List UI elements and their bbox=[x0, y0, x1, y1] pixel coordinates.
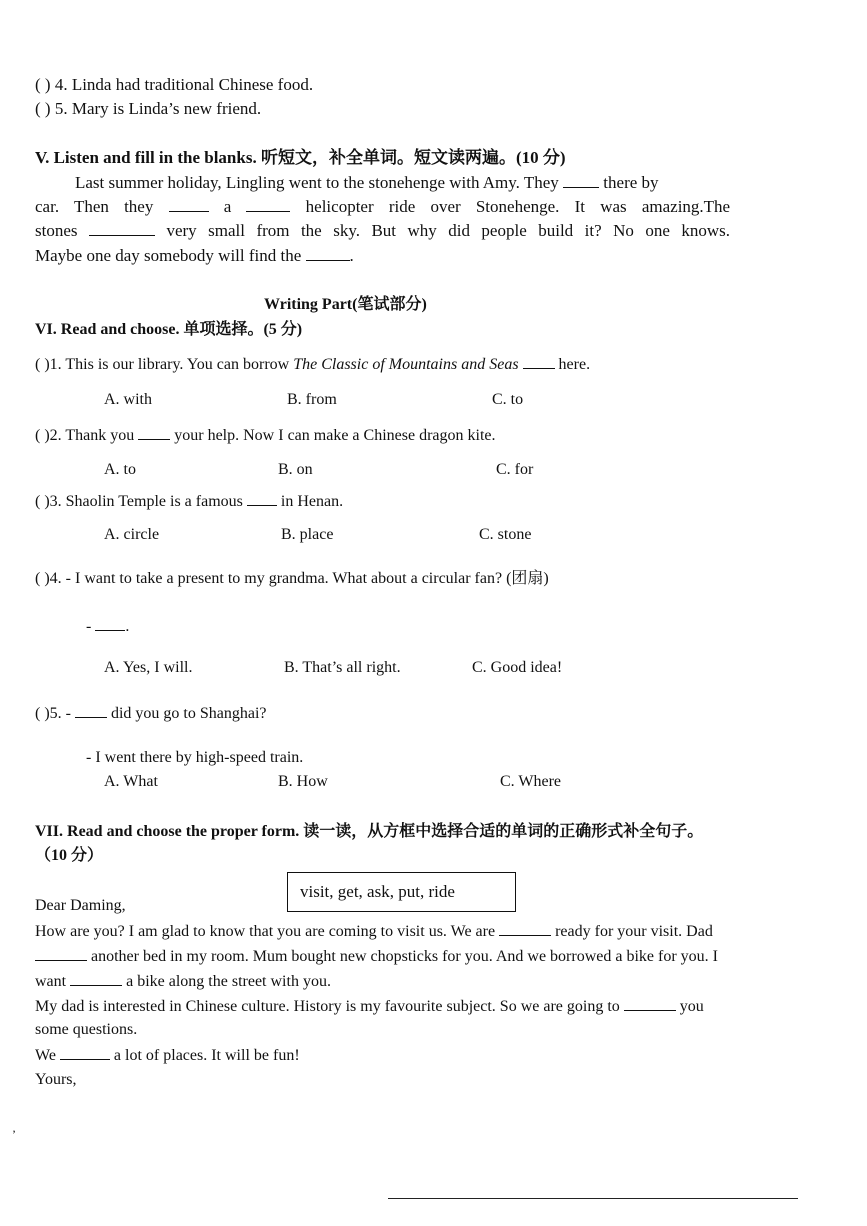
blank[interactable] bbox=[247, 490, 277, 506]
option-b[interactable]: B. How bbox=[278, 773, 328, 790]
true-false-item-4: ( ) 4. Linda had traditional Chinese food. bbox=[35, 75, 314, 94]
option-a[interactable]: A. to bbox=[104, 461, 136, 478]
word-box: visit, get, ask, put, ride bbox=[287, 872, 516, 912]
letter-line-3: want a bike along the street with you. bbox=[35, 970, 331, 993]
passage-line-4: Maybe one day somebody will find the . bbox=[35, 246, 354, 265]
passage-line-1: Last summer holiday, Lingling went to the stonehenge with Amy. They there by bbox=[75, 173, 659, 192]
letter-line-5: some questions. bbox=[35, 1021, 138, 1038]
section-7-heading: VII. Read and choose the proper form. 读一读，从方框中选择合适的单词的正确形式补全句子。 bbox=[35, 823, 704, 840]
blank[interactable] bbox=[60, 1044, 110, 1060]
blank[interactable] bbox=[89, 220, 155, 236]
letter-line-4: My dad is interested in Chinese culture. History is my favourite subject. So we are going to you bbox=[35, 995, 704, 1018]
letter-line-6: We a lot of places. It will be fun! bbox=[35, 1044, 300, 1067]
section-7-score: （10 分） bbox=[35, 847, 104, 864]
option-c[interactable]: C. for bbox=[496, 461, 534, 478]
letter-line-1: How are you? I am glad to know that you are coming to visit us. We are ready for your visit. Dad bbox=[35, 920, 713, 943]
blank[interactable] bbox=[246, 196, 290, 212]
option-c[interactable]: C. stone bbox=[479, 526, 532, 543]
margin-mark: ’ bbox=[12, 1127, 16, 1141]
option-a[interactable]: A. What bbox=[104, 773, 158, 790]
blank[interactable] bbox=[70, 970, 122, 986]
question-4-response: - . bbox=[86, 615, 129, 638]
blank[interactable] bbox=[35, 945, 87, 961]
question-5: ( )5. - did you go to Shanghai? bbox=[35, 702, 267, 725]
option-b[interactable]: B. from bbox=[287, 391, 337, 408]
question-3: ( )3. Shaolin Temple is a famous in Henan. bbox=[35, 490, 343, 513]
blank[interactable] bbox=[169, 196, 209, 212]
option-c[interactable]: C. to bbox=[492, 391, 524, 408]
question-1: ( )1. This is our library. You can borrow The Classic of Mountains and Seas here. bbox=[35, 353, 590, 376]
passage-line-2: car. Then they a helicopter ride over Stonehenge. It was amazing.The bbox=[35, 197, 731, 216]
writing-part-title: Writing Part(笔试部分) bbox=[264, 296, 427, 313]
section-5-heading: V. Listen and fill in the blanks. 听短文，补全单词。短文读两遍。(10 分) bbox=[35, 148, 566, 167]
option-b[interactable]: B. That’s all right. bbox=[284, 659, 401, 676]
option-a[interactable]: A. with bbox=[104, 391, 152, 408]
question-2: ( )2. Thank you your help. Now I can make a Chinese dragon kite. bbox=[35, 424, 495, 447]
letter-closing: Yours, bbox=[35, 1071, 77, 1088]
blank[interactable] bbox=[95, 615, 125, 631]
question-5-answer: - I went there by high-speed train. bbox=[86, 749, 304, 766]
option-b[interactable]: B. place bbox=[281, 526, 334, 543]
option-c[interactable]: C. Where bbox=[500, 773, 562, 790]
signature-line[interactable] bbox=[388, 1198, 798, 1199]
question-4: ( )4. - I want to take a present to my grandma. What about a circular fan? (团扇) bbox=[35, 570, 549, 587]
option-b[interactable]: B. on bbox=[278, 461, 313, 478]
option-a[interactable]: A. circle bbox=[104, 526, 160, 543]
blank[interactable] bbox=[624, 995, 676, 1011]
blank[interactable] bbox=[75, 702, 107, 718]
passage-line-3: stones very small from the sky. But why did people build it? No one knows. bbox=[35, 221, 731, 240]
letter-line-2: another bed in my room. Mum bought new chopsticks for you. And we borrowed a bike for you. I bbox=[35, 945, 718, 968]
blank[interactable] bbox=[306, 245, 350, 261]
blank[interactable] bbox=[523, 353, 555, 369]
true-false-item-5: ( ) 5. Mary is Linda’s new friend. bbox=[35, 99, 262, 118]
option-a[interactable]: A. Yes, I will. bbox=[104, 659, 193, 676]
section-6-heading: VI. Read and choose. 单项选择。(5 分) bbox=[35, 321, 303, 338]
option-c[interactable]: C. Good idea! bbox=[472, 659, 563, 676]
letter-greeting: Dear Daming, bbox=[35, 897, 126, 914]
blank[interactable] bbox=[499, 920, 551, 936]
blank[interactable] bbox=[138, 424, 170, 440]
blank[interactable] bbox=[563, 172, 599, 188]
